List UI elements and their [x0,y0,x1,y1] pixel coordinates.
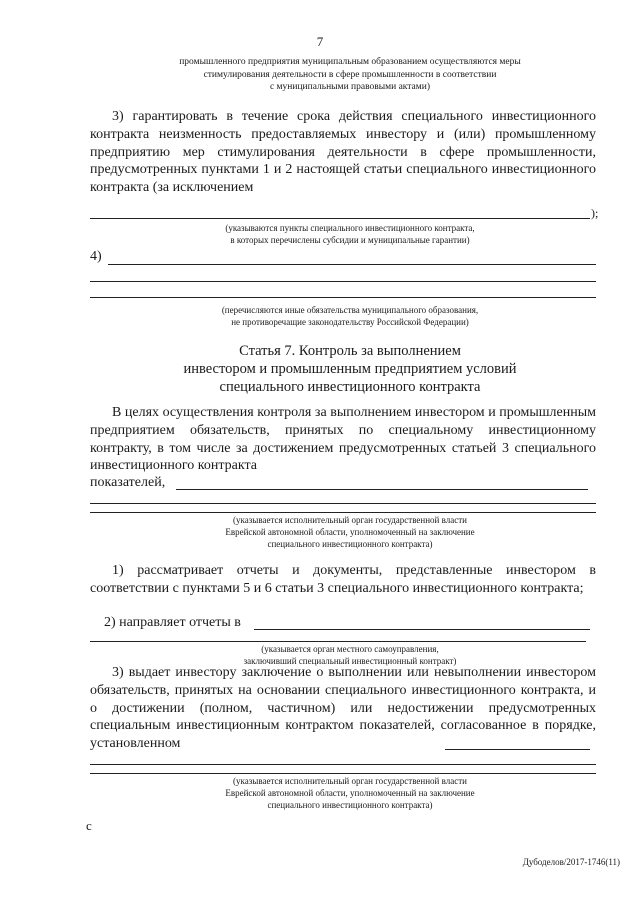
fill-line [90,218,590,219]
fill-line [108,264,596,265]
hint-line: в которых перечислены субсидии и муниципальные гарантии) [230,235,470,245]
paragraph-item-3 [90,108,596,197]
item-2-text: 2) направляет отчеты в [104,615,241,630]
fill-line [90,281,596,282]
page-number: 7 [316,34,324,49]
hint-other-obligations [150,304,550,328]
title-line: Статья 7. Контроль за выполнением [239,343,461,359]
top-fragment-line: промышленного предприятия муниципальным образованием осуществляются меры [179,57,521,67]
fill-line [90,641,586,642]
top-fragment-line: с муниципальными правовыми актами) [269,82,431,92]
fill-line [90,512,596,513]
hint-line: специального инвестиционного контракта) [267,800,433,810]
article-7-title [100,342,600,396]
hint-line: Еврейской автономной области, уполномоченный на заключение [225,788,475,798]
hint-line: (указывается орган местного самоуправления, [261,644,439,654]
hint-line: (перечисляются иные обязательства муниципального образования, [221,305,479,315]
title-line: инвестором и промышленным предприятием условий [183,361,517,377]
fill-line [176,489,588,490]
title-line: специального инвестиционного контракта [219,379,481,395]
fill-line [90,503,596,504]
hint-line: заключивший специальный инвестиционный контракт) [243,656,457,666]
hint-executive-body-2 [150,775,550,811]
margin-mark: c [86,818,92,833]
top-fragment-line: стимулирования деятельности в сфере промышленности в соответствии [203,69,497,80]
fill-line [445,749,590,750]
paragraph-item-3b [90,664,596,753]
hint-line: (указывается исполнительный орган государственной власти [233,776,467,786]
hint-line: специального инвестиционного контракта) [267,539,433,549]
item-4-label: 4) [90,249,102,264]
fill-line [90,764,596,765]
item-3-text: 3) гарантировать в течение срока действия специального инвестиционного контракта неизменность предоставляемых инвестору и (или) промышленному предприятию мер стимулирования деятельности в сфере промышленности, предусмотренных пунктами 1 и 2 настоящей статьи специального инвестиционного контракта (за исключением [90,109,596,196]
hint-line: Еврейской автономной области, уполномоченный на заключение [225,527,475,537]
hint-line: (указывается исполнительный орган государственной власти [233,515,467,525]
fill-line [90,297,596,298]
article-7-text: В целях осуществления контроля за выполнением инвестором и промышленным предприятием обязательств, принятых по специальному инвестиционному контракту, в том числе за достижением предусмотренных статьей 3 специального инвестиционного контракта [90,405,596,474]
fill-line [254,629,590,630]
item-1-text: 1) рассматривает отчеты и документы, представленные инвестором в соответствии с пунктами 5 и 6 статьи 3 специального инвестиционного контракта; [90,563,596,596]
fill-line [90,773,596,774]
paragraph-item-1 [90,562,596,598]
footer-document-id: Дубоделов/2017-1746(11) [522,857,620,867]
art7-tail: показателей, [90,475,166,490]
item-3-end: ); [591,206,599,220]
item-3b-text: 3) выдает инвестору заключение о выполнении или невыполнении инвестором обязательств, принятых на основании специального инвестиционного контракта, и о достижении (полном, частичном) или недостижении предусмотренных специальным инвестиционным контрактом показателей, согласованное в порядке, установленном [90,665,596,752]
hint-line: (указываются пункты специального инвестиционного контракта, [225,223,475,233]
top-fragment [90,56,610,94]
paragraph-article-7 [90,404,596,475]
hint-executive-body [150,514,550,550]
hint-line: не противоречащие законодательству Российской Федерации) [231,317,469,327]
hint-contract-items [150,222,550,246]
